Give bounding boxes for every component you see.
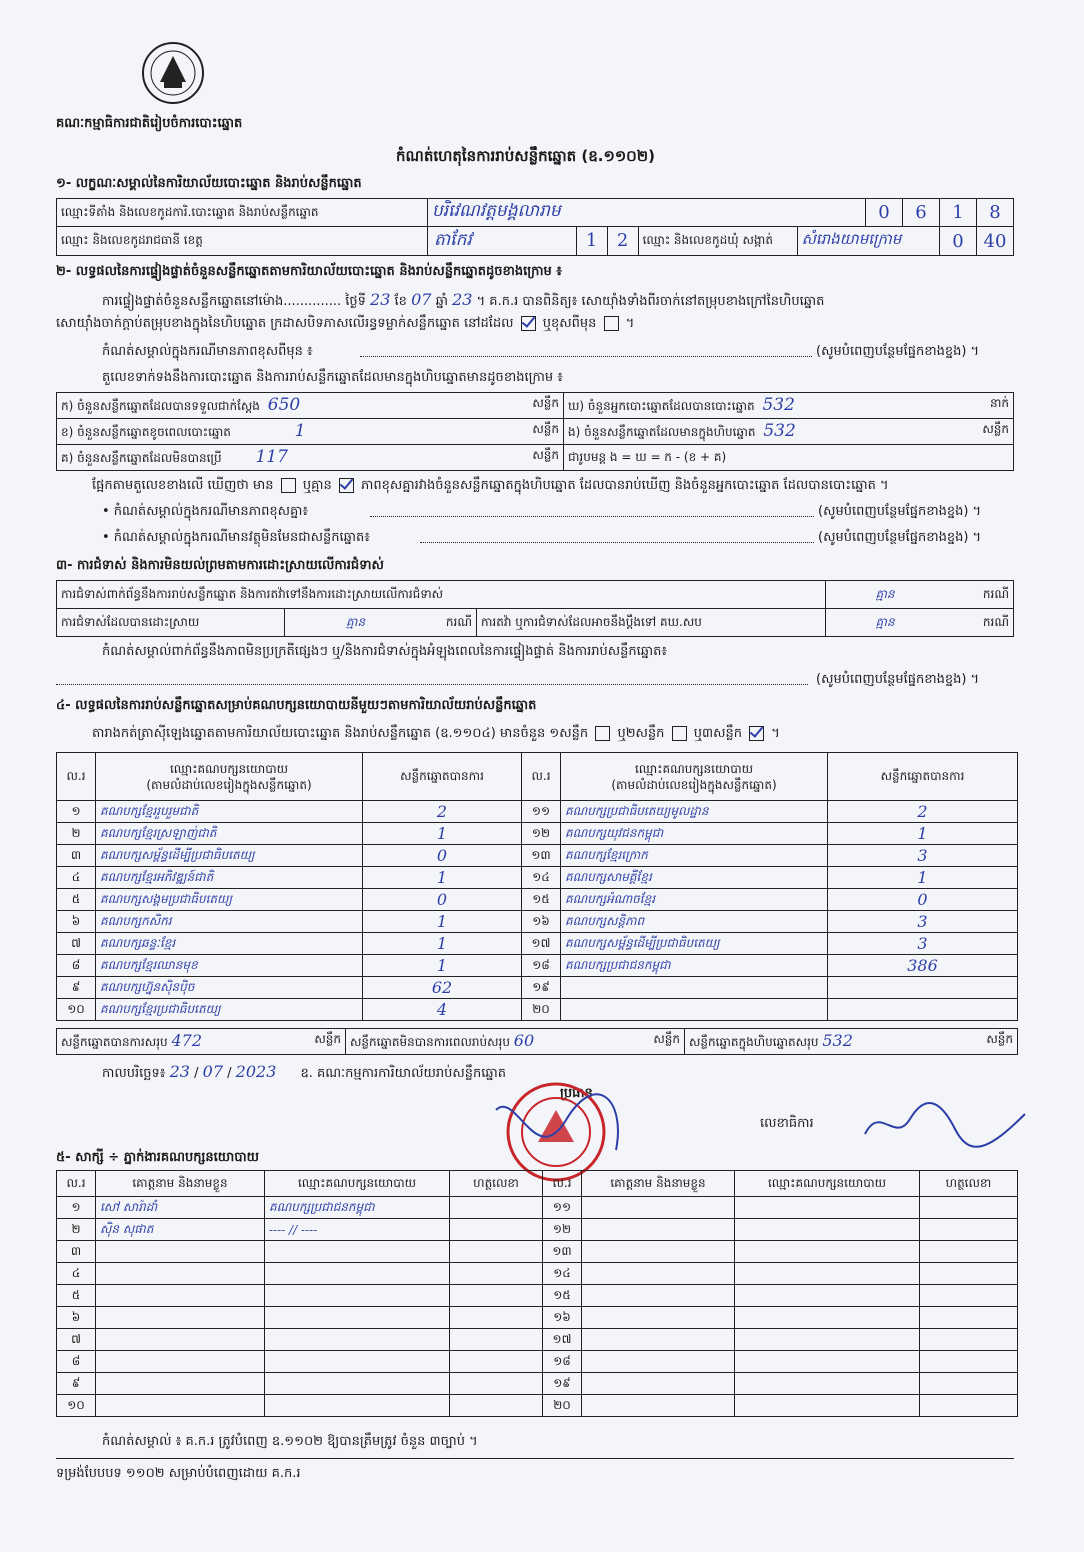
result-votes: 0: [363, 845, 522, 867]
witness-signature: [450, 1351, 543, 1373]
verify-line-2-text: សោយ៉ាំងចាក់ក្តាប់តម្រុបខាងក្នុងនៃហិបឆ្នោត ក្រដាសបិទភាសលើរន្ធទម្លាក់សន្លឹកឆ្នោត នៅដដែល: [56, 316, 514, 331]
result-party: គណបក្សខ្មែរប្រជាធិបតេយ្យ: [96, 999, 363, 1021]
witness-row: [57, 1285, 1018, 1307]
note-diff-line: [370, 516, 814, 517]
witness-table: [56, 1170, 1018, 1417]
results-row: [57, 933, 1018, 955]
witness-no: ២០: [543, 1395, 582, 1417]
result-party: គណបក្សហ្វ៊ុនស៊ិនប៉ិច: [96, 977, 363, 999]
witness-no: ១១: [543, 1197, 582, 1219]
w-col-no-right: ល.រ: [543, 1171, 582, 1197]
result-votes: 62: [363, 977, 522, 999]
result-party: គណបក្សកសិករ: [96, 911, 363, 933]
date-line: កាលបរិច្ឆេទ៖ 23 / 07 / 2023 ឧ. គណៈកម្មការការិយាល័យរាប់សន្លឹកឆ្នោត: [102, 1062, 507, 1081]
result-no: ១៧: [522, 933, 561, 955]
result-no: ៦: [57, 911, 96, 933]
in-box-value: 532: [763, 421, 796, 441]
verify-text-d: ។ គ.ក.រ បានពិនិត្យ៖ សោយ៉ាំងទាំងពីរចាក់នៅតម្រុបខាងក្រៅនៃហិបឆ្នោត: [476, 294, 825, 309]
note-difference-line: [360, 356, 812, 357]
result-votes: 1: [828, 867, 1018, 889]
total-valid-value: 472: [171, 1031, 203, 1050]
difference-line: [92, 478, 889, 494]
nec-emblem-icon: [140, 40, 206, 106]
w-col-name-right: គោត្តនាម និងនាមខ្លួន: [582, 1171, 735, 1197]
witness-signature: [920, 1351, 1018, 1373]
results-row: [57, 801, 1018, 823]
section-1-title: ១- លក្ខណៈសម្គាល់នៃការិយាល័យបោះឆ្នោត និងរាប់សន្លឹកឆ្នោត: [56, 176, 362, 191]
section-3-title: ៣- ការជំទាស់ និងការមិនយល់ព្រមតាមការដោះស្រាយលើការជំទាស់: [56, 558, 384, 573]
witness-party: [735, 1285, 920, 1307]
commune-value: សំរោងយាមក្រោម: [797, 227, 939, 256]
result-no: ៣: [57, 845, 96, 867]
witness-signature: [920, 1395, 1018, 1417]
result-no: ២០: [522, 999, 561, 1021]
in-box-label: ង) ចំនួនសន្លឹកឆ្នោតដែលមានក្នុងហិបឆ្នោត: [568, 425, 756, 439]
result-votes: 3: [828, 933, 1018, 955]
w-col-sign-left: ហត្ថលេខា: [450, 1171, 543, 1197]
results-row: [57, 977, 1018, 999]
result-party: [561, 999, 828, 1021]
col-party-left-sub: (តាមលំដាប់លេខរៀងក្នុងសន្លឹកឆ្នោត): [146, 777, 312, 792]
witness-party: [735, 1395, 920, 1417]
result-no: ៧: [57, 933, 96, 955]
witness-party: [265, 1263, 450, 1285]
witness-no: ៩: [57, 1373, 96, 1395]
witness-no: ១៧: [543, 1329, 582, 1351]
chair-label: ប្រធាន: [560, 1086, 593, 1101]
result-party: គណបក្សសន្តិភាព: [561, 911, 828, 933]
tally-1-label: តារាងកត់ត្រាស៊ីឡេងឆ្នោតតាមការិយាល័យបោះឆ្នោត និងរាប់សន្លឹកឆ្នោត (ឧ.១១០៤) មានចំនួន ១សន្លឹក: [92, 726, 589, 741]
province-label: ឈ្មោះ និងលេខកូដរាជធានី ខេត្ត: [57, 227, 428, 256]
witness-no: ៤: [57, 1263, 96, 1285]
witness-row: [57, 1395, 1018, 1417]
voters-label: ឃ) ចំនួនអ្នកបោះឆ្នោតដែលបានបោះឆ្នោត: [568, 399, 755, 413]
verify-line-1: [102, 292, 824, 310]
witness-row: [57, 1241, 1018, 1263]
result-no: ១១: [522, 801, 561, 823]
result-no: ១៨: [522, 955, 561, 977]
witness-row: [57, 1373, 1018, 1395]
witness-signature: [450, 1329, 543, 1351]
irregularity-line: [56, 684, 808, 685]
committee-label: ឧ. គណៈកម្មការការិយាល័យរាប់សន្លឹកឆ្នោត: [300, 1066, 507, 1081]
witness-signature: [920, 1373, 1018, 1395]
result-no: ៥: [57, 889, 96, 911]
witness-signature: [920, 1219, 1018, 1241]
witness-party: [265, 1373, 450, 1395]
footer-note: កំណត់សម្គាល់ ៖ គ.ក.រ ត្រូវបំពេញ ឧ.១១០២ ឱ្យបានត្រឹមត្រូវ ចំនួន ៣ច្បាប់ ។: [102, 1434, 478, 1449]
section-1-table: [56, 198, 1014, 256]
two-sheet-checkbox[interactable]: [672, 726, 687, 741]
result-no: ៤: [57, 867, 96, 889]
witness-party: [265, 1307, 450, 1329]
witness-party: [735, 1197, 920, 1219]
witness-name: [96, 1373, 265, 1395]
commune-label: ឈ្មោះ និងលេខកូដឃុំ សង្កាត់: [638, 227, 797, 256]
results-row: [57, 999, 1018, 1021]
witness-no: ១: [57, 1197, 96, 1219]
witness-signature: [450, 1197, 543, 1219]
location-code-4: 8: [977, 199, 1014, 227]
result-no: ៨: [57, 955, 96, 977]
org-name: គណៈកម្មាធិការជាតិរៀបចំការបោះឆ្នោត: [56, 116, 243, 131]
province-code-1: 1: [576, 227, 607, 255]
result-party: គណបក្សខ្មែរស្រឡាញ់ជាតិ: [96, 823, 363, 845]
witness-no: ១៥: [543, 1285, 582, 1307]
verify-year-label: ឆ្នាំ: [435, 294, 448, 309]
w-col-party-right: ឈ្មោះគណបក្សនយោបាយ: [735, 1171, 920, 1197]
date-year: 2023: [235, 1062, 277, 1081]
result-votes: [828, 977, 1018, 999]
result-party: គណបក្សខ្មែរក្រោក: [561, 845, 828, 867]
col-party-right: [561, 753, 828, 801]
witness-party: [735, 1373, 920, 1395]
note-diff-suffix: (សូមបំពេញបន្ថែមផ្នែកខាងខ្នង) ។: [818, 504, 982, 519]
tally-3-label: ឬ៣សន្លឹក: [693, 726, 742, 741]
result-votes: 1: [828, 823, 1018, 845]
verify-month: 07: [411, 290, 432, 309]
witness-no: ៨: [57, 1351, 96, 1373]
col-votes-right: សន្លឹកឆ្នោតបានការ: [828, 753, 1018, 801]
received-value: 650: [267, 395, 301, 415]
date-month: 07: [202, 1062, 223, 1081]
witness-name: [96, 1329, 265, 1351]
verify-time-text: ការផ្ទៀងផ្ទាត់ចំនួនសន្លឹកឆ្នោតនៅម៉ោង.............. ថ្ងៃទី: [102, 294, 366, 309]
commune-code-1: 0: [940, 227, 977, 256]
tally-2-label: ឬ២សន្លឹក: [617, 726, 665, 741]
result-no: ១២: [522, 823, 561, 845]
witness-signature: [920, 1329, 1018, 1351]
form-name: ទម្រង់បែបបទ ១១០២ សម្រាប់បំពេញដោយ គ.ក.រ: [56, 1466, 301, 1481]
col-party-right-sub: (តាមលំដាប់លេខរៀងក្នុងសន្លឹកឆ្នោត): [611, 777, 777, 792]
received-label: ក) ចំនួនសន្លឹកឆ្នោតដែលបានទទួលជាក់ស្តែង: [61, 399, 260, 413]
result-party: គណបក្សសម្ព័ន្ធដើម្បីប្រជាធិបតេយ្យ: [561, 933, 828, 955]
result-party: គណបក្សសង្គមប្រជាធិបតេយ្យ: [96, 889, 363, 911]
complaint-value: គ្មាន: [826, 581, 945, 609]
result-party: គណបក្សអំណាចខ្មែរ: [561, 889, 828, 911]
total-valid-unit: សន្លឹក: [314, 1032, 341, 1046]
section-4-title: ៤- លទ្ធផលនៃការរាប់សន្លឹកឆ្នោតសម្រាប់គណបក្សនយោបាយនីមួយៗតាមការិយាល័យរាប់សន្លឹកឆ្នោត: [56, 698, 537, 713]
three-sheet-checkbox[interactable]: [749, 726, 764, 741]
results-table: [56, 752, 1018, 1021]
w-col-name-left: គោត្តនាម និងនាមខ្លួន: [96, 1171, 265, 1197]
witness-name: [582, 1329, 735, 1351]
witness-signature: [920, 1263, 1018, 1285]
witness-name: [96, 1263, 265, 1285]
result-party: [561, 977, 828, 999]
unused-label: គ) ចំនួនសន្លឹកឆ្នោតដែលមិនបានប្រើ: [61, 451, 222, 465]
witness-no: ១៨: [543, 1351, 582, 1373]
location-code-1: 0: [866, 199, 903, 227]
complaint-label: ការជំទាស់ពាក់ព័ន្ធនឹងការរាប់សន្លឹកឆ្នោត និងការតវ៉ាទៅនឹងការដោះស្រាយលើការជំទាស់: [57, 581, 826, 609]
in-box-unit: សន្លឹក: [982, 422, 1009, 436]
witness-party: [265, 1329, 450, 1351]
witness-name: ស៊ិន សុផាត: [96, 1219, 265, 1241]
result-votes: 1: [363, 823, 522, 845]
result-votes: 1: [363, 911, 522, 933]
note-difference-suffix: (សូមបំពេញបន្ថែមផ្នែកខាងខ្នង) ។: [816, 344, 980, 359]
same-checkbox[interactable]: [521, 316, 536, 331]
section-2-title: ២- លទ្ធផលនៃការផ្ទៀងផ្ទាត់ចំនួនសន្លឹកឆ្នោតតាមការិយាល័យបោះឆ្នោត និងរាប់សន្លឹកឆ្នោតដូចខាងក្រោម ៖: [56, 264, 562, 279]
different-checkbox[interactable]: [604, 316, 619, 331]
witness-name: សៅ សារ៉ាដាំ: [96, 1197, 265, 1219]
appeal-label: ការតវ៉ា ឬការជំទាស់ដែលអាចនឹងប្តឹងទៅ គឃ.សប: [477, 609, 826, 637]
section-3-table: [56, 580, 1014, 637]
witness-no: ១០: [57, 1395, 96, 1417]
w-col-party-left: ឈ្មោះគណបក្សនយោបាយ: [265, 1171, 450, 1197]
total-box-value: 532: [822, 1031, 853, 1050]
witness-signature: [450, 1241, 543, 1263]
witness-party: [265, 1241, 450, 1263]
witness-party: [735, 1263, 920, 1285]
result-votes: 0: [363, 889, 522, 911]
unused-value: 117: [255, 447, 288, 467]
figures-table: [56, 392, 1014, 471]
unused-unit: សន្លឹក: [532, 448, 559, 462]
witness-party: [735, 1351, 920, 1373]
has-label: ផ្អែកតាមតួលេខខាងលើ ឃើញថា មាន: [92, 478, 274, 493]
result-party: គណបក្សយុវជនកម្ពុជា: [561, 823, 828, 845]
results-row: [57, 845, 1018, 867]
result-no: ១: [57, 801, 96, 823]
location-label: ឈ្មោះទីតាំង និងលេខកូដការិ.បោះឆ្នោត និងរាប់សន្លឹកឆ្នោត: [57, 199, 428, 227]
result-votes: 3: [828, 911, 1018, 933]
result-no: ១៩: [522, 977, 561, 999]
witness-signature: [920, 1241, 1018, 1263]
irregularity-suffix: (សូមបំពេញបន្ថែមផ្នែកខាងខ្នង) ។: [816, 672, 980, 687]
witness-signature: [450, 1373, 543, 1395]
w-col-no-left: ល.រ: [57, 1171, 96, 1197]
secretary-label: លេខាធិការ: [760, 1116, 814, 1131]
result-party: គណបក្សខ្មែរឈានមុខ: [96, 955, 363, 977]
witness-name: [96, 1285, 265, 1307]
witness-name: [582, 1219, 735, 1241]
province-value: តាកែវ: [434, 229, 472, 250]
result-votes: 1: [363, 867, 522, 889]
result-party: គណបក្សខ្មែររួបរួមជាតិ: [96, 801, 363, 823]
witness-party: [735, 1219, 920, 1241]
formula: ជារូបមន្ត ង = ឃ = ក - (ខ + គ): [564, 445, 1014, 471]
result-votes: 1: [363, 955, 522, 977]
received-unit: សន្លឹក: [532, 396, 559, 410]
witness-signature: [450, 1307, 543, 1329]
witness-name: [96, 1307, 265, 1329]
location-code-2: 6: [903, 199, 940, 227]
total-invalid-label: សន្លឹកឆ្នោតមិនបានការពេលរាប់សរុប: [350, 1035, 510, 1049]
witness-name: [582, 1307, 735, 1329]
date-label: កាលបរិច្ឆេទ៖: [102, 1066, 166, 1081]
resolved-label: ការជំទាស់ដែលបានដោះស្រាយ: [57, 609, 285, 637]
note-object-label: • កំណត់សម្គាល់ក្នុងករណីមានវត្ថុមិនមែនជាសន្លឹកឆ្នោត៖: [102, 530, 370, 545]
witness-party: [265, 1351, 450, 1373]
witness-name: [582, 1197, 735, 1219]
secretary-signature-icon: [860, 1094, 1030, 1154]
has-difference-checkbox[interactable]: [281, 478, 296, 493]
complaint-case: ករណី: [944, 581, 1014, 609]
results-row: [57, 823, 1018, 845]
date-day: 23: [169, 1062, 190, 1081]
total-invalid-value: 60: [513, 1031, 535, 1050]
witness-name: [582, 1395, 735, 1417]
verify-day: 23: [370, 290, 391, 309]
figures-intro: តួលេខទាក់ទងនឹងការបោះឆ្នោត និងការរាប់សន្លឹកឆ្នោតដែលមានក្នុងហិបឆ្នោតមានដូចខាងក្រោម ៖: [102, 370, 563, 385]
witness-row: [57, 1307, 1018, 1329]
results-row: [57, 889, 1018, 911]
note-diff-label: • កំណត់សម្គាល់ក្នុងករណីមានភាពខុសគ្នា៖: [102, 504, 309, 519]
voters-value: 532: [762, 395, 795, 415]
results-row: [57, 955, 1018, 977]
witness-no: ១៦: [543, 1307, 582, 1329]
witness-party: គណបក្សប្រជាជនកម្ពុជា: [265, 1197, 450, 1219]
appeal-value: គ្មាន: [826, 609, 945, 637]
resolved-value: គ្មាន: [284, 609, 427, 637]
no-difference-checkbox[interactable]: [339, 478, 354, 493]
note-difference-label: កំណត់សម្គាល់ក្នុងករណីមានភាពខុសពីមុន ៖: [102, 344, 313, 359]
witness-signature: [450, 1219, 543, 1241]
total-valid-label: សន្លឹកឆ្នោតបានការសរុប: [61, 1035, 168, 1049]
witness-party: [265, 1395, 450, 1417]
witness-name: [582, 1373, 735, 1395]
witness-no: ១៣: [543, 1241, 582, 1263]
note-object-suffix: (សូមបំពេញបន្ថែមផ្នែកខាងខ្នង) ។: [818, 530, 982, 545]
difference-text: ភាពខុសគ្នារវាងចំនួនសន្លឹកឆ្នោតក្នុងហិបឆ្នោត ដែលបានរាប់ឃើញ និងចំនួនអ្នកបោះឆ្នោត ដែលបានបោះឆ្នោត ។: [361, 478, 889, 493]
witness-no: ៦: [57, 1307, 96, 1329]
witness-signature: [920, 1285, 1018, 1307]
col-no-right: ល.រ: [522, 753, 561, 801]
resolved-case: ករណី: [427, 609, 477, 637]
section-5-title: ៥- សាក្សី ÷ ភ្នាក់ងារគណបក្សនយោបាយ: [56, 1150, 259, 1165]
result-no: ២: [57, 823, 96, 845]
voters-unit: នាក់: [989, 396, 1009, 410]
commune-code-2: 40: [977, 227, 1014, 256]
different-label: ឬខុសពីមុន: [542, 316, 597, 331]
form-title: កំណត់ហេតុនៃការរាប់សន្លឹកឆ្នោត (ឧ.១១០២): [396, 147, 656, 165]
witness-name: [582, 1263, 735, 1285]
witness-name: [582, 1241, 735, 1263]
witness-name: [96, 1351, 265, 1373]
witness-no: ៥: [57, 1285, 96, 1307]
witness-signature: [920, 1307, 1018, 1329]
witness-party: [735, 1329, 920, 1351]
col-party-left: [96, 753, 363, 801]
location-code-3: 1: [940, 199, 977, 227]
total-box-label: សន្លឹកឆ្នោតក្នុងហិបឆ្នោតសរុប: [689, 1035, 819, 1049]
witness-row: [57, 1219, 1018, 1241]
result-no: ១៤: [522, 867, 561, 889]
witness-name: [96, 1395, 265, 1417]
witness-signature: [450, 1395, 543, 1417]
witness-row: [57, 1351, 1018, 1373]
col-no-left: ល.រ: [57, 753, 96, 801]
footer-divider: [56, 1458, 1014, 1459]
witness-party: [735, 1241, 920, 1263]
verify-month-label: ខែ: [394, 294, 407, 309]
result-party: គណបក្សសម្ព័ន្ធដើម្បីប្រជាធិបតេយ្យ: [96, 845, 363, 867]
result-votes: 3: [828, 845, 1018, 867]
witness-party: [265, 1285, 450, 1307]
witness-name: [96, 1241, 265, 1263]
results-row: [57, 867, 1018, 889]
irregularity-note: កំណត់សម្គាល់ពាក់ព័ន្ធនឹងភាពមិនប្រក្រតីផ្សេងៗ ឬ/និងការជំទាស់ក្នុងអំឡុងពេលនៃការផ្ទៀងផ្ទាត់ និងការរាប់សន្លឹកឆ្នោត៖: [102, 644, 668, 659]
result-votes: 1: [363, 933, 522, 955]
result-no: ១៥: [522, 889, 561, 911]
witness-no: ១៤: [543, 1263, 582, 1285]
one-sheet-checkbox[interactable]: [595, 726, 610, 741]
witness-name: [582, 1285, 735, 1307]
result-party: គណបក្សឆន្ទៈខ្មែរ: [96, 933, 363, 955]
spoiled-unit: សន្លឹក: [532, 422, 559, 436]
totals-table: [56, 1028, 1018, 1055]
result-votes: 4: [363, 999, 522, 1021]
verify-line-2: សោយ៉ាំងចាក់ក្តាប់តម្រុបខាងក្នុងនៃហិបឆ្នោត ក្រដាសបិទភាសលើរន្ធទម្លាក់សន្លឹកឆ្នោត នៅដដែល ឬខុសពីមុន ។: [56, 316, 635, 331]
result-votes: 0: [828, 889, 1018, 911]
results-row: [57, 911, 1018, 933]
col-party-right-title: ឈ្មោះគណបក្សនយោបាយ: [634, 761, 754, 776]
witness-party: ---- // ----: [265, 1219, 450, 1241]
appeal-case: ករណី: [944, 609, 1014, 637]
location-value: បរិវេណវត្តមង្គលារាម: [428, 199, 866, 227]
result-party: គណបក្សប្រជាជនកម្ពុជា: [561, 955, 828, 977]
spoiled-label: ខ) ចំនួនសន្លឹកឆ្នោតខូចពេលបោះឆ្នោត: [61, 425, 231, 439]
witness-signature: [450, 1263, 543, 1285]
total-invalid-unit: សន្លឹក: [653, 1032, 680, 1046]
witness-row: [57, 1329, 1018, 1351]
verify-year: 23: [452, 290, 473, 309]
result-party: គណបក្សខ្មែរអភិវឌ្ឍន៍ជាតិ: [96, 867, 363, 889]
witness-name: [582, 1351, 735, 1373]
result-no: ១៦: [522, 911, 561, 933]
witness-party: [735, 1307, 920, 1329]
witness-row: [57, 1263, 1018, 1285]
note-object-line: [420, 542, 814, 543]
spoiled-value: 1: [294, 421, 306, 441]
witness-no: ១២: [543, 1219, 582, 1241]
result-votes: 2: [363, 801, 522, 823]
witness-signature: [920, 1197, 1018, 1219]
result-no: ១៣: [522, 845, 561, 867]
result-no: ៩: [57, 977, 96, 999]
witness-no: ១៩: [543, 1373, 582, 1395]
province-code-2: 2: [607, 227, 638, 255]
col-votes-left: សន្លឹកឆ្នោតបានការ: [363, 753, 522, 801]
witness-no: ៧: [57, 1329, 96, 1351]
result-party: គណបក្សប្រជាធិបតេយ្យមូលដ្ឋាន: [561, 801, 828, 823]
witness-signature: [450, 1285, 543, 1307]
witness-no: ៣: [57, 1241, 96, 1263]
total-box-unit: សន្លឹក: [986, 1032, 1013, 1046]
witness-no: ២: [57, 1219, 96, 1241]
col-party-left-title: ឈ្មោះគណបក្សនយោបាយ: [169, 761, 289, 776]
result-votes: 2: [828, 801, 1018, 823]
witness-row: [57, 1197, 1018, 1219]
w-col-sign-right: ហត្ថលេខា: [920, 1171, 1018, 1197]
result-no: ១០: [57, 999, 96, 1021]
result-party: គណបក្សសាមគ្គីខ្មែរ: [561, 867, 828, 889]
result-votes: [828, 999, 1018, 1021]
result-votes: 386: [828, 955, 1018, 977]
none-label: ឬគ្មាន: [302, 478, 332, 493]
tally-sheet-line: តារាងកត់ត្រាស៊ីឡេងឆ្នោតតាមការិយាល័យបោះឆ្នោត និងរាប់សន្លឹកឆ្នោត (ឧ.១១០៤) មានចំនួន ១សន្លឹក ឬ២សន្លឹក ឬ៣សន្លឹក ។: [92, 726, 780, 741]
